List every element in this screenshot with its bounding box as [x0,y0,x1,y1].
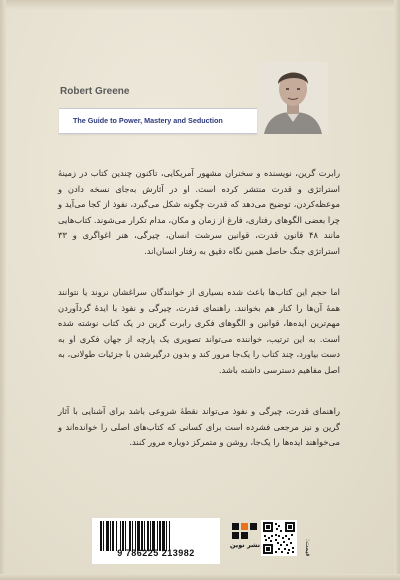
page-edge-bottom [0,574,400,580]
paragraph-about-book: اما حجم این کتاب‌ها باعث شده بسیاری از خوانندگان سراغشان نروند یا نتوانند همهٔ آن‌ها را کنار هم بخوانند. راهنمای قدرت، چیرگی و نفوذ با ایدهٔ گردآوردن مهم‌ترین ایده‌ها، قوانین و الگوهای فکری رابرت گرین در یک کتاب نوشته شده است. به این ترتیب، خواننده می‌تواند تصویری یک پارچه از جهان فکری او به دست بیاورد، چند کتاب را یک‌جا مرور کند و بدون درگیرشدن با جزئیات طولانی، به اصل مفاهیم دسترسی داشته باشد. [58,287,340,375]
isbn-number: 9 786225 213982 [117,548,195,558]
page-edge-top [0,0,400,10]
page-edge-right [394,0,400,580]
publisher-name: نشر نوین [229,541,261,549]
author-portrait [258,62,328,134]
paragraph-about-author: رابرت گرین، نویسنده و سخنران مشهور آمریکایی، تاکنون چندین کتاب در زمینهٔ استراتژی و قدرت منتشر کرده است. او در آثارش به‌جای نسخه دادن و موعظه‌کردن، توضیح می‌دهد که قدرت چگونه شکل می‌گیرد، نفوذ از کجا می‌آید و چرا بعضی الگوهای رفتاری، فارغ از زمان و مکان، مدام تکرار می‌شوند. کتاب‌هایی مانند ۴۸ قانون قدرت، قوانین سرشت انسان، چیرگی، هنر اغواگری و ۳۳ استراتژی جنگ حاصل همین نگاه دقیق به رفتار انسان‌اند. [57,168,340,256]
page-edge-left [0,0,6,580]
price-label: قیمت: [304,538,312,556]
publisher-logo-icon [228,521,262,555]
guide-title: The Guide to Power, Mastery and Seduction [73,116,223,125]
author-name: Robert Greene [60,86,130,97]
qr-code [261,520,297,556]
paragraph-audience: راهنمای قدرت، چیرگی و نفوذ می‌تواند نقطهٔ شروعی باشد برای آشنایی با آثار گرین و نیز مرجعی فشرده است برای کسانی که کتاب‌های اصلی را خوانده‌اند و می‌خواهند ایده‌ها را یک‌جا، روشن و متمرکز دوباره مرور کنند. [58,406,340,447]
